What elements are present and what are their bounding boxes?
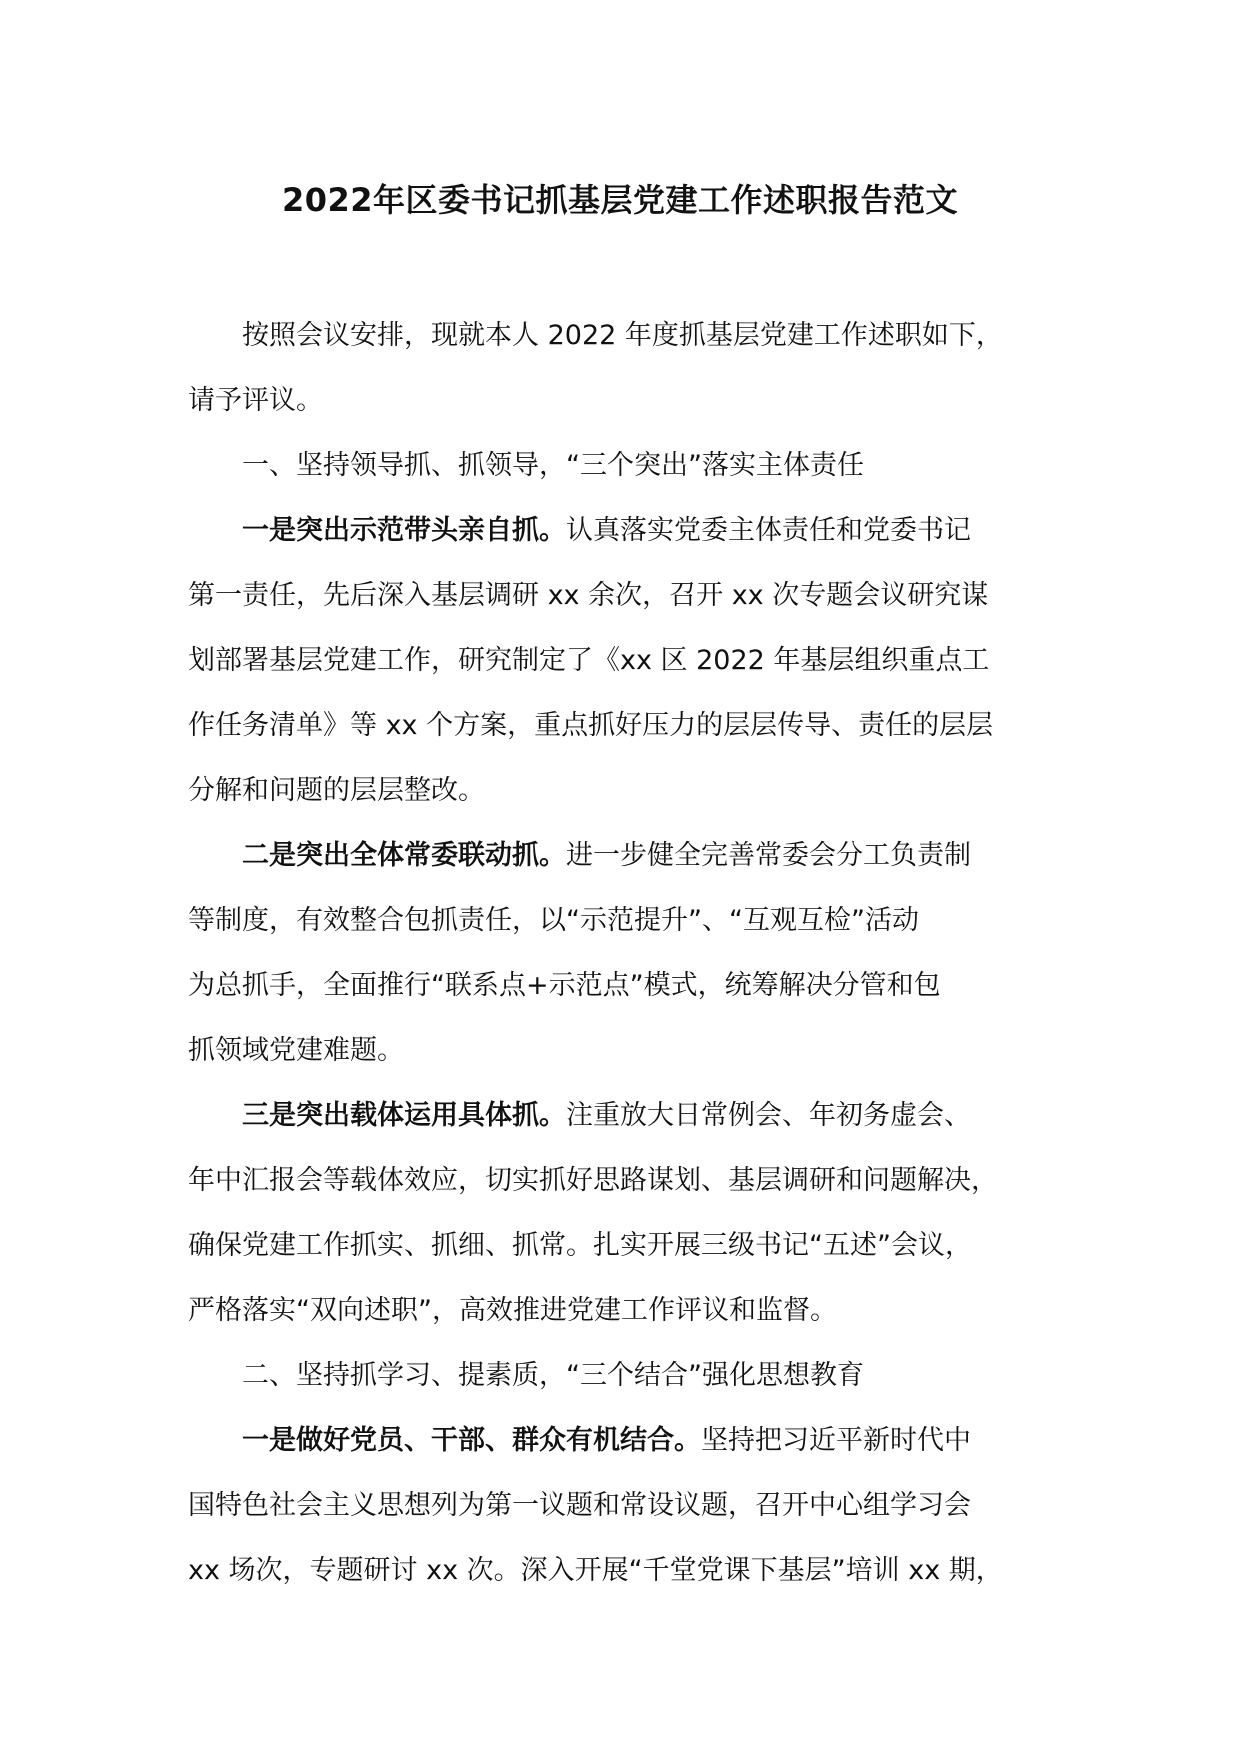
paragraph-lead: 二是突出全体常委联动抓。 [242, 840, 566, 871]
paragraph-line: 划部署基层党建工作，研究制定了《xx 区 2022 年基层组织重点工 [188, 645, 990, 676]
paragraph-line: 按照会议安排，现就本人 2022 年度抓基层党建工作述职如下， [242, 320, 1003, 351]
paragraph-line: 第一责任，先后深入基层调研 xx 余次，召开 xx 次专题会议研究谋 [188, 580, 989, 611]
document-title: 2022年区委书记抓基层党建工作述职报告范文 [281, 181, 959, 219]
paragraph-line: 抓领域党建难题。 [188, 1035, 404, 1066]
paragraph-line: 请予评议。 [188, 385, 323, 416]
paragraph-lead: 一是突出示范带头亲自抓。 [242, 515, 566, 546]
paragraph-line: 国特色社会主义思想列为第一议题和常设议题，召开中心组学习会 [188, 1490, 971, 1521]
paragraph-line: 进一步健全完善常委会分工负责制 [566, 840, 971, 871]
paragraph-line: 认真落实党委主体责任和党委书记 [566, 515, 971, 546]
paragraph-line: 坚持把习近平新时代中 [701, 1425, 971, 1456]
paragraph-line: 作任务清单》等 xx 个方案，重点抓好压力的层层传导、责任的层层 [188, 710, 994, 741]
paragraph-line: 为总抓手，全面推行“联系点+示范点”模式，统筹解决分管和包 [188, 970, 941, 1001]
paragraph-lead: 一是做好党员、干部、群众有机结合。 [242, 1425, 701, 1456]
section-heading-text: 一、坚持领导抓、抓领导，“三个突出”落实主体责任 [242, 450, 864, 481]
paragraph-line: 注重放大日常例会、年初务虚会、 [566, 1100, 971, 1131]
paragraph-1-3 [188, 1083, 1088, 1343]
section-heading-text: 二、坚持抓学习、提素质，“三个结合”强化思想教育 [242, 1360, 864, 1391]
paragraph-line: 等制度，有效整合包抓责任，以“示范提升”、“互观互检”活动 [188, 905, 919, 936]
paragraph-line: 确保党建工作抓实、抓细、抓常。扎实开展三级书记“五述”会议， [188, 1230, 972, 1261]
paragraph-lead: 三是突出载体运用具体抓。 [242, 1100, 566, 1131]
paragraph-line: 分解和问题的层层整改。 [188, 775, 485, 806]
paragraph-line: 严格落实“双向述职”，高效推进党建工作评议和监督。 [188, 1295, 837, 1326]
paragraph-line: xx 场次，专题研讨 xx 次。深入开展“千堂党课下基层”培训 xx 期， [188, 1555, 1003, 1586]
paragraph-2-1 [188, 1408, 1088, 1603]
document-body [188, 303, 1088, 1603]
paragraph-1-2 [188, 823, 1088, 1083]
section-heading-2 [188, 1343, 1088, 1408]
paragraph-1-1 [188, 498, 1088, 823]
section-heading-1 [188, 433, 1088, 498]
paragraph-intro [188, 303, 1088, 433]
paragraph-line: 年中汇报会等载体效应，切实抓好思路谋划、基层调研和问题解决， [188, 1165, 998, 1196]
